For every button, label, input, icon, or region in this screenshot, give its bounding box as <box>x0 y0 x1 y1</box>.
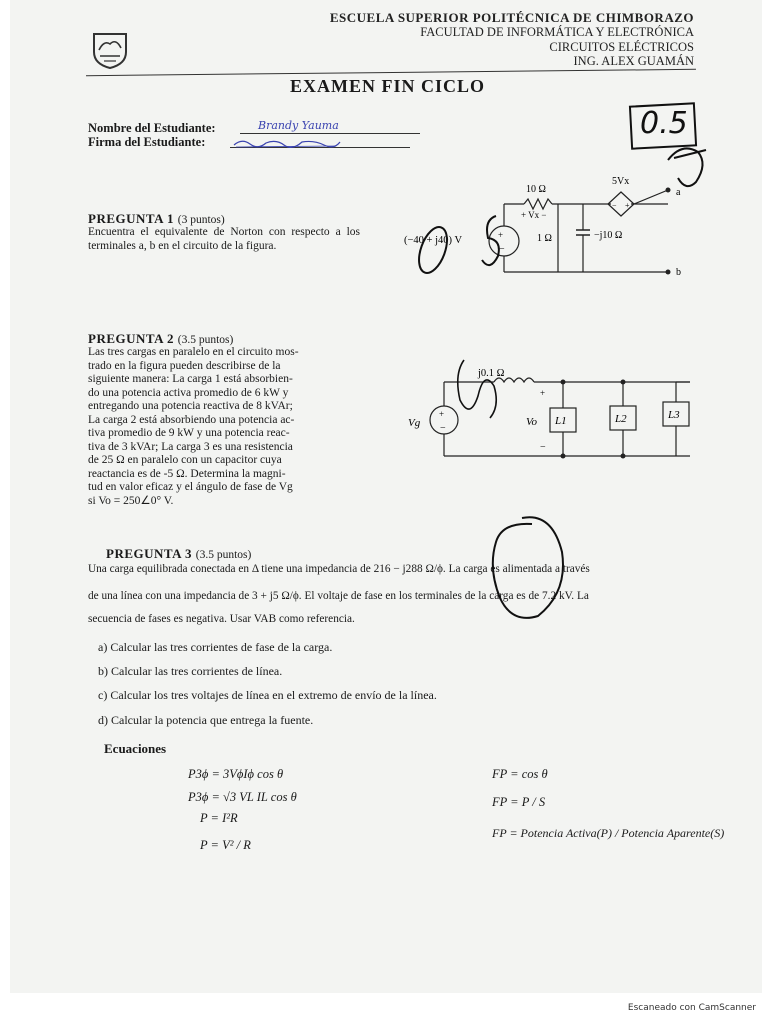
q2-text: Las tres cargas en paralelo en el circuito mos- trado en la figura pueden describirse de la siguiente manera: La carga 1 está absorbien- do una potencia activa promedio de 6 kW y entregando una potencia reactiva de 8 kVAr; La carga 2 está absorbiendo una potencia ac- tiva promedio de 9 kW y una potencia reac- tiva de 3 kVAr; La carga 3 es una resistencia de 25 Ω en paralelo con un capacitor cuya reactancia es de -5 Ω. Determina la magni- tud en valor eficaz y el ángulo de fase de Vg si Vo = 250∠0° V. <box>88 346 299 507</box>
equations-heading: Ecuaciones <box>104 741 167 756</box>
eq-right-1: FP = cos θ <box>492 767 548 781</box>
eq-left-3: P = I²R <box>200 811 238 825</box>
q1-term-b: b <box>676 267 681 278</box>
eq-right-3: FP = Potencia Activa(P) / Potencia Aparente(S) <box>492 826 725 840</box>
q2-line-impedance: j0.1 Ω <box>478 368 505 379</box>
q2-load-3: L3 <box>668 409 680 421</box>
svg-text:−: − <box>499 244 505 255</box>
q3-item-c: c) Calcular los tres voltajes de línea en el extremo de envío de la línea. <box>98 688 437 702</box>
eq-left-1: P3ϕ = 3VϕIϕ cos θ <box>188 767 284 781</box>
scanner-footer: Escaneado con CamScanner <box>627 1003 756 1013</box>
q1-source-label: (−40 + j40) V <box>404 235 463 246</box>
q3-line-1: Una carga equilibrada conectada en Δ tiene una impedancia de 216 − j288 Ω/ϕ. La carga es alimentada a través <box>88 563 590 575</box>
student-name-line <box>240 133 420 134</box>
teacher-name: ING. ALEX GUAMÁN <box>573 54 694 68</box>
grade-mark: 0.5 <box>640 106 688 141</box>
q2-load-1: L1 <box>555 415 567 427</box>
q1-r2-label: 1 Ω <box>537 233 552 244</box>
q3-points: (3.5 puntos) <box>195 549 252 561</box>
q2-source-label: Vg <box>408 417 421 429</box>
q3-line-2: de una línea con una impedancia de 3 + j5 Ω/ϕ. El voltaje de fase en los terminales de la carga es de 7.2 kV. La <box>88 590 589 602</box>
q1-heading: PREGUNTA 1 (3 puntos) <box>88 211 225 226</box>
q2-heading: PREGUNTA 2 (3.5 puntos) <box>88 331 234 346</box>
q2-circuit <box>404 356 704 466</box>
q1-dep-label: 5Vx <box>612 176 630 187</box>
q3-item-a: a) Calcular las tres corrientes de fase de la carga. <box>98 640 333 654</box>
university-shield-logo <box>90 28 130 70</box>
signature-scribble[interactable] <box>232 136 342 150</box>
exam-title: EXAMEN FIN CICLO <box>290 76 486 96</box>
svg-text:+: + <box>439 409 445 419</box>
svg-text:−: − <box>612 201 617 210</box>
eq-left-4: P = V² / R <box>200 838 251 852</box>
svg-text:−: − <box>540 442 546 453</box>
q2-load-2: L2 <box>615 413 627 425</box>
q1-term-a: a <box>676 187 681 198</box>
student-name-label: Nombre del Estudiante: <box>88 121 216 135</box>
q3-hand-circle-icon <box>482 512 572 624</box>
eq-right-2: FP = P / S <box>492 795 546 809</box>
faculty-name: FACULTAD DE INFORMÁTICA Y ELECTRÓNICA <box>420 25 694 39</box>
q1-circuit <box>398 168 698 284</box>
q1-points: (3 puntos) <box>177 214 225 226</box>
q1-vx-label: + Vx − <box>521 210 547 220</box>
svg-text:−: − <box>440 423 446 434</box>
q2-vo-label: Vo <box>526 416 537 428</box>
q3-heading: PREGUNTA 3 (3.5 puntos) <box>106 546 252 561</box>
q2-points: (3.5 puntos) <box>177 334 234 346</box>
school-name: ESCUELA SUPERIOR POLITÉCNICA DE CHIMBORAZO <box>329 10 694 25</box>
svg-text:+: + <box>625 201 630 210</box>
student-signature-label: Firma del Estudiante: <box>88 135 206 149</box>
q1-cap-label: −j10 Ω <box>594 230 623 241</box>
student-name-value[interactable]: Brandy Yauma <box>258 119 339 132</box>
q3-item-d: d) Calcular la potencia que entrega la fuente. <box>98 713 314 727</box>
svg-text:+: + <box>540 388 546 398</box>
q1-r1-label: 10 Ω <box>526 184 546 195</box>
svg-text:+: + <box>498 230 504 240</box>
eq-left-2: P3ϕ = √3 VL IL cos θ <box>188 790 297 804</box>
q3-item-b: b) Calcular las tres corrientes de línea. <box>98 664 283 678</box>
q3-line-3: secuencia de fases es negativa. Usar VAB como referencia. <box>88 613 355 625</box>
course-name: CIRCUITOS ELÉCTRICOS <box>549 40 694 54</box>
q1-text: Encuentra el equivalente de Norton con respecto a los terminales a, b en el circuito de la figura. <box>88 226 360 252</box>
